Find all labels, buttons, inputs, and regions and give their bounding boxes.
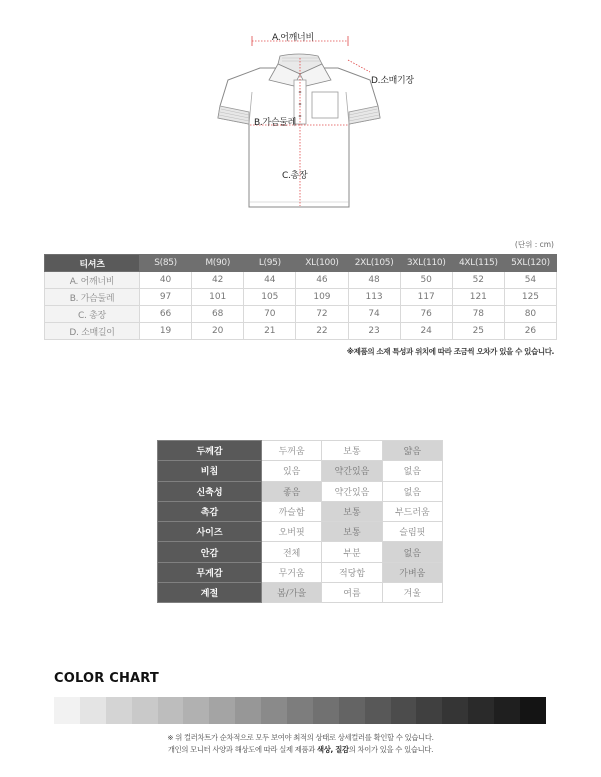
property-label: 두께감 xyxy=(158,441,262,461)
row-label: C. 총장 xyxy=(45,306,140,323)
note-text: 의 차이가 있을 수 있습니다. xyxy=(348,745,434,754)
color-swatch xyxy=(209,697,235,724)
color-chart-swatches xyxy=(54,697,546,724)
property-label: 신축성 xyxy=(158,481,262,501)
row-label: B. 가슴둘레 xyxy=(45,289,140,306)
size-value: 109 xyxy=(296,289,348,306)
size-value: 54 xyxy=(504,272,556,289)
size-value: 70 xyxy=(244,306,296,323)
size-value: 48 xyxy=(348,272,400,289)
color-swatch xyxy=(442,697,468,724)
property-option: 부분 xyxy=(322,542,382,562)
color-swatch xyxy=(54,697,80,724)
property-option: 가벼움 xyxy=(382,562,442,582)
shoulder-label: A.어깨너비 xyxy=(272,33,314,43)
property-option: 보통 xyxy=(322,501,382,521)
property-option: 전체 xyxy=(262,542,322,562)
property-option: 부드러움 xyxy=(382,501,442,521)
fabric-property-table xyxy=(157,440,443,603)
property-option: 없음 xyxy=(382,461,442,481)
length-label: C.총장 xyxy=(282,171,308,181)
property-label: 무게감 xyxy=(158,562,262,582)
size-value: 78 xyxy=(452,306,504,323)
color-swatch xyxy=(287,697,313,724)
color-swatch xyxy=(158,697,184,724)
color-chart-note-line2 xyxy=(0,745,601,755)
size-value: 21 xyxy=(244,323,296,340)
property-option: 보통 xyxy=(322,522,382,542)
property-label: 계절 xyxy=(158,583,262,603)
property-row xyxy=(158,562,443,582)
size-table-header xyxy=(45,255,557,272)
size-value: 68 xyxy=(192,306,244,323)
table-row xyxy=(45,289,557,306)
size-header-cell: M(90) xyxy=(192,255,244,272)
color-swatch xyxy=(468,697,494,724)
sleeve-label: D.소매기장 xyxy=(371,76,414,86)
property-option: 겨울 xyxy=(382,583,442,603)
size-value: 19 xyxy=(140,323,192,340)
chest-pocket xyxy=(312,92,338,118)
property-option: 없음 xyxy=(382,481,442,501)
size-value: 74 xyxy=(348,306,400,323)
size-value: 80 xyxy=(504,306,556,323)
size-header-cell: 4XL(115) xyxy=(452,255,504,272)
table-row xyxy=(45,272,557,289)
note-emphasis: 색상, 질감 xyxy=(317,745,349,754)
property-option: 두꺼움 xyxy=(262,441,322,461)
color-swatch xyxy=(132,697,158,724)
size-value: 76 xyxy=(400,306,452,323)
property-option: 오버핏 xyxy=(262,522,322,542)
size-header-cell: L(95) xyxy=(244,255,296,272)
shirt-diagram xyxy=(0,0,601,230)
measurement-note: ※제품의 소재 특성과 위치에 따라 조금씩 오차가 있을 수 있습니다. xyxy=(346,347,554,356)
size-value: 117 xyxy=(400,289,452,306)
property-label: 비침 xyxy=(158,461,262,481)
size-value: 66 xyxy=(140,306,192,323)
size-value: 97 xyxy=(140,289,192,306)
color-swatch xyxy=(416,697,442,724)
size-value: 20 xyxy=(192,323,244,340)
color-swatch xyxy=(391,697,417,724)
property-option: 여름 xyxy=(322,583,382,603)
size-header-cell: 2XL(105) xyxy=(348,255,400,272)
property-option: 없음 xyxy=(382,542,442,562)
color-swatch xyxy=(261,697,287,724)
row-label: A. 어깨너비 xyxy=(45,272,140,289)
size-value: 46 xyxy=(296,272,348,289)
size-value: 113 xyxy=(348,289,400,306)
property-option: 약간있음 xyxy=(322,461,382,481)
chest-label: B.가슴둘레 xyxy=(254,118,297,128)
size-header-cell: 티셔츠 xyxy=(45,255,140,272)
property-label: 촉감 xyxy=(158,501,262,521)
size-value: 125 xyxy=(504,289,556,306)
property-row xyxy=(158,583,443,603)
color-swatch xyxy=(339,697,365,724)
size-value: 22 xyxy=(296,323,348,340)
size-value: 50 xyxy=(400,272,452,289)
size-value: 40 xyxy=(140,272,192,289)
row-label: D. 소매길이 xyxy=(45,323,140,340)
property-row xyxy=(158,542,443,562)
size-value: 105 xyxy=(244,289,296,306)
size-value: 121 xyxy=(452,289,504,306)
table-row xyxy=(45,323,557,340)
size-header-cell: 5XL(120) xyxy=(504,255,556,272)
property-label: 안감 xyxy=(158,542,262,562)
property-row xyxy=(158,441,443,461)
sleeve-guide xyxy=(348,60,370,72)
size-value: 52 xyxy=(452,272,504,289)
size-value: 24 xyxy=(400,323,452,340)
property-option: 약간있음 xyxy=(322,481,382,501)
color-swatch xyxy=(106,697,132,724)
property-option: 얇음 xyxy=(382,441,442,461)
size-table xyxy=(44,254,557,340)
size-value: 42 xyxy=(192,272,244,289)
size-header-cell: XL(100) xyxy=(296,255,348,272)
property-row xyxy=(158,481,443,501)
size-value: 72 xyxy=(296,306,348,323)
table-row xyxy=(45,306,557,323)
unit-label: (단위 : cm) xyxy=(514,240,554,249)
property-row xyxy=(158,461,443,481)
color-swatch xyxy=(80,697,106,724)
color-chart-note-line1: ※ 위 컬러차트가 순차적으로 모두 보여야 최적의 상태로 상세컬러를 확인할 수 있습니다. xyxy=(167,733,434,742)
property-option: 무거움 xyxy=(262,562,322,582)
property-option: 슬림핏 xyxy=(382,522,442,542)
size-value: 25 xyxy=(452,323,504,340)
property-option: 있음 xyxy=(262,461,322,481)
note-text: 개인의 모니터 사양과 해상도에 따라 실제 제품과 xyxy=(167,745,318,754)
color-swatch xyxy=(494,697,520,724)
property-label: 사이즈 xyxy=(158,522,262,542)
size-value: 26 xyxy=(504,323,556,340)
color-swatch xyxy=(365,697,391,724)
size-value: 101 xyxy=(192,289,244,306)
size-header-cell: 3XL(110) xyxy=(400,255,452,272)
color-swatch xyxy=(235,697,261,724)
property-option: 까슬함 xyxy=(262,501,322,521)
property-option: 보통 xyxy=(322,441,382,461)
color-swatch xyxy=(520,697,546,724)
property-row xyxy=(158,501,443,521)
property-option: 봄/가을 xyxy=(262,583,322,603)
property-option: 적당함 xyxy=(322,562,382,582)
color-swatch xyxy=(313,697,339,724)
size-value: 44 xyxy=(244,272,296,289)
property-option: 좋음 xyxy=(262,481,322,501)
color-chart-title: COLOR CHART xyxy=(54,671,159,686)
property-row xyxy=(158,522,443,542)
size-value: 23 xyxy=(348,323,400,340)
color-swatch xyxy=(183,697,209,724)
size-header-cell: S(85) xyxy=(140,255,192,272)
